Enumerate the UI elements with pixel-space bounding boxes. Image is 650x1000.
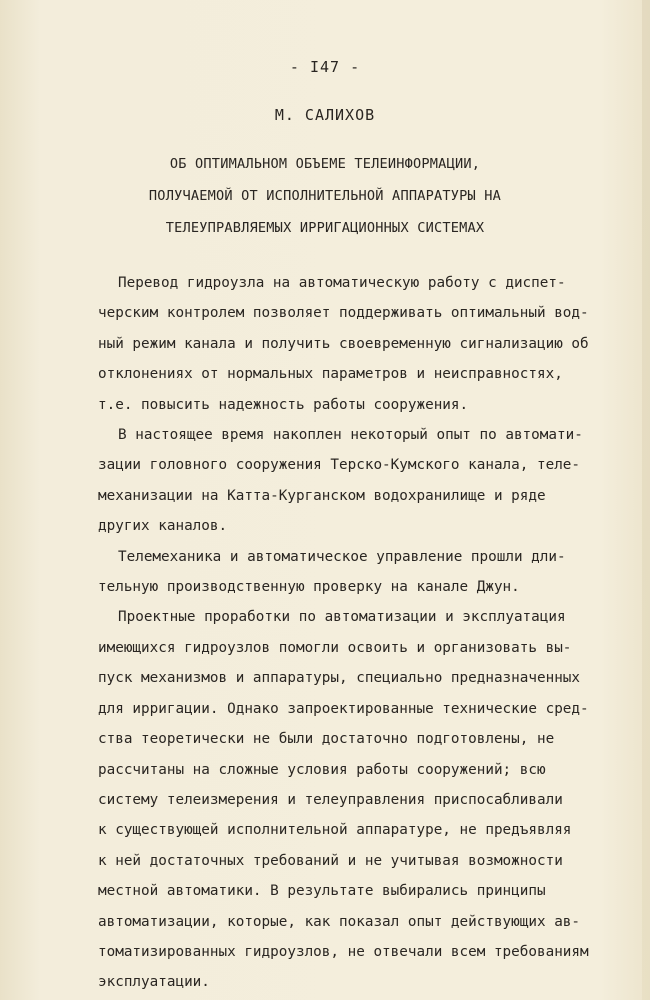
body-line: черским контролем позволяет поддерживать оптимальный вод- <box>98 305 589 322</box>
body-line: т.е. повысить надежность работы сооружения. <box>98 396 469 413</box>
body-line: Телемеханика и автоматическое управление прошли дли- <box>118 548 566 565</box>
body-line: имеющихся гидроузлов помогли освоить и организовать вы- <box>98 639 572 656</box>
body-line: томатизированных гидроузлов, не отвечали всем требованиям <box>98 943 589 960</box>
body-line: тельную производственную проверку на канале Джун. <box>98 579 520 596</box>
body-line: местной автоматики. В результате выбирались принципы <box>98 883 546 900</box>
body-line: ный режим канала и получить своевременную сигнализацию об <box>98 335 589 352</box>
article-title <box>0 148 650 244</box>
body-line: В настоящее время накоплен некоторый опыт по автомати- <box>118 427 583 444</box>
body-line: к существующей исполнительной аппаратуре, не предъявляя <box>98 822 572 839</box>
body-line: Перевод гидроузла на автоматическую работу с диспет- <box>118 275 566 291</box>
title-line: ТЕЛЕУПРАВЛЯЕМЫХ ИРРИГАЦИОННЫХ СИСТЕМАХ <box>165 220 485 236</box>
article-body <box>98 268 638 998</box>
author-name: М. САЛИХОВ <box>274 106 376 124</box>
page-number: - I47 - <box>289 58 361 76</box>
title-line: ОБ ОПТИМАЛЬНОМ ОБЪЕМЕ ТЕЛЕИНФОРМАЦИИ, <box>169 156 481 172</box>
title-line: ПОЛУЧАЕМОЙ ОТ ИСПОЛНИТЕЛЬНОЙ АППАРАТУРЫ НА <box>148 188 502 204</box>
body-line: пуск механизмов и аппаратуры, специально предназначенных <box>98 670 581 687</box>
body-line: рассчитаны на сложные условия работы сооружений; всю <box>98 761 546 778</box>
body-line: зации головного сооружения Терско-Кумского канала, теле- <box>98 457 581 474</box>
body-line: механизации на Катта-Курганском водохранилище и ряде <box>98 487 546 504</box>
body-line: автоматизации, которые, как показал опыт действующих ав- <box>98 913 581 930</box>
body-line: других каналов. <box>98 518 228 535</box>
body-line: к ней достаточных требований и не учитывая возможности <box>98 852 563 869</box>
body-line: отклонениях от нормальных параметров и неисправностях, <box>98 366 563 383</box>
body-line: Проектные проработки по автоматизации и эксплуатация <box>118 609 566 626</box>
body-line: систему телеизмерения и телеуправления приспосабливали <box>98 791 563 808</box>
body-line: эксплуатации. <box>98 974 210 991</box>
body-line: для ирригации. Однако запроектированные технические сред- <box>98 700 589 717</box>
body-line: ства теоретически не были достаточно подготовлены, не <box>98 731 555 748</box>
